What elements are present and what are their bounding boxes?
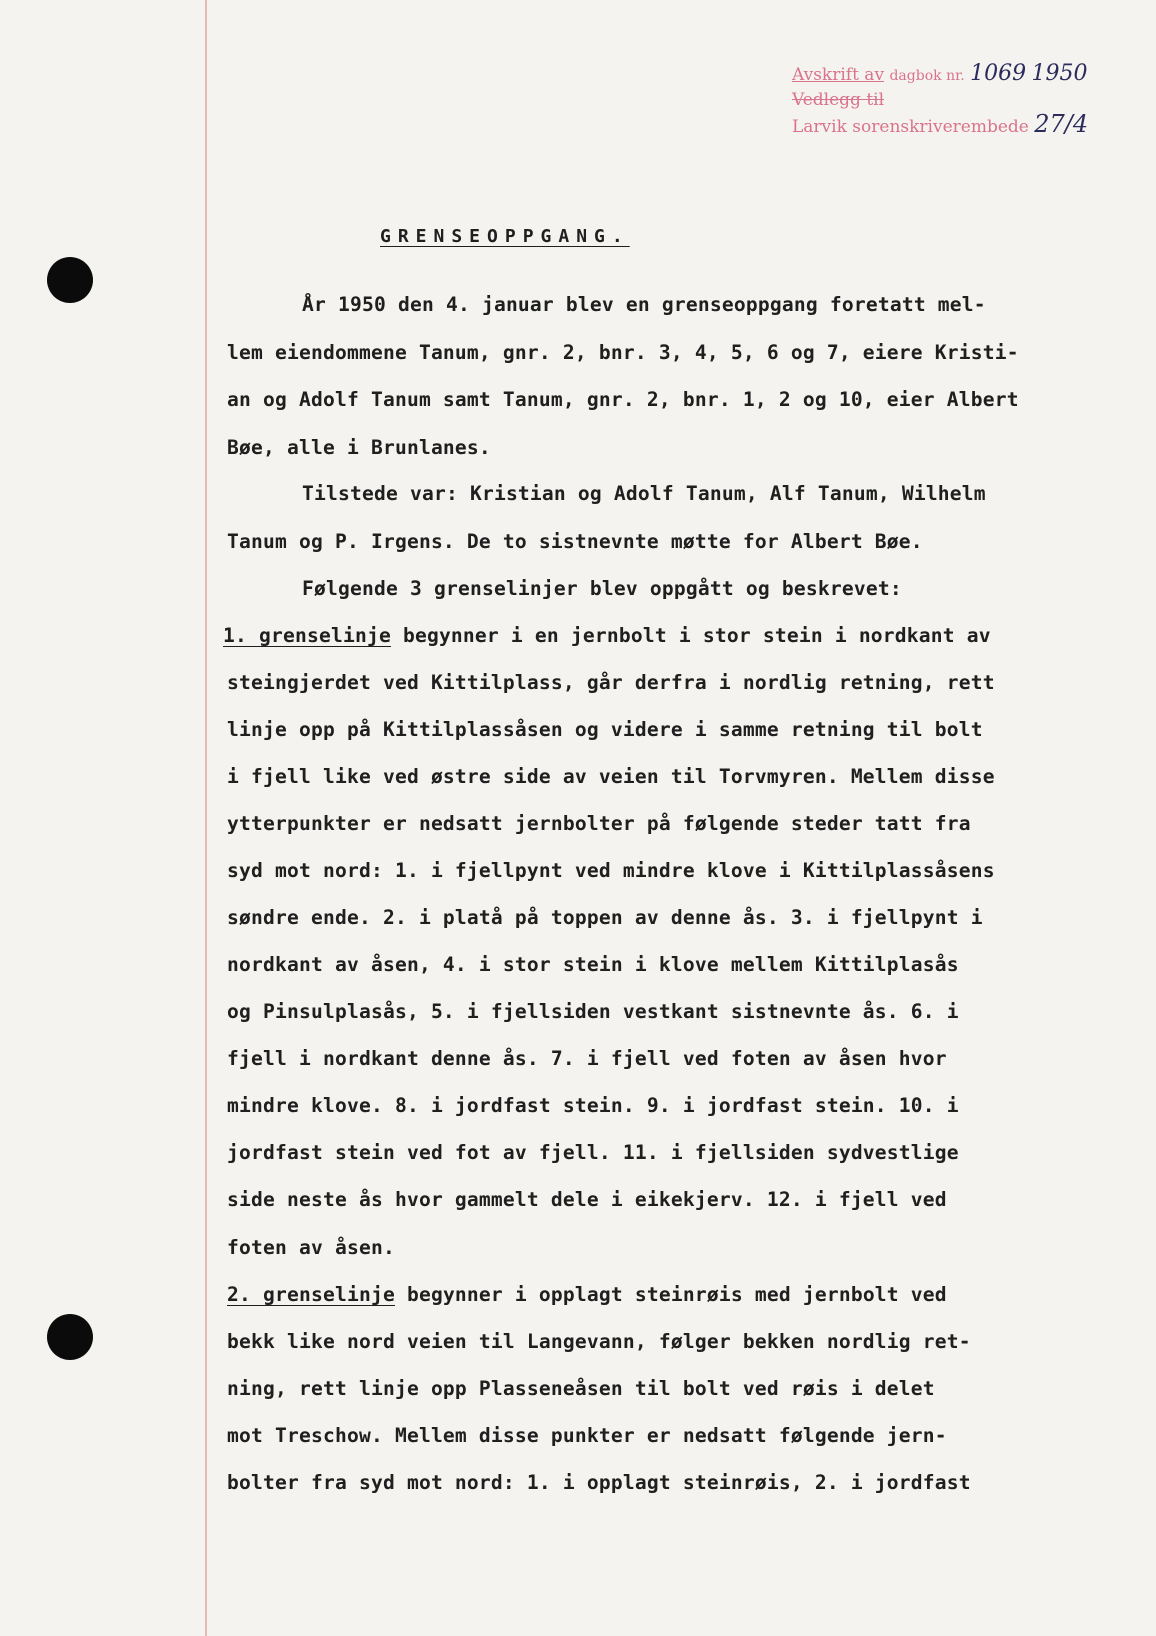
- section-heading: 2. grenselinje: [227, 1283, 395, 1306]
- text-line: fjell i nordkant denne ås. 7. i fjell ved foten av åsen hvor: [227, 1047, 947, 1070]
- text-line: mot Treschow. Mellem disse punkter er nedsatt følgende jern-: [227, 1424, 947, 1447]
- stamp-office: Larvik sorenskriverembede: [792, 117, 1029, 137]
- text-line: foten av åsen.: [227, 1236, 395, 1259]
- text-line: [223, 624, 991, 647]
- section-heading: 1. grenselinje: [223, 624, 391, 647]
- text-line: bolter fra syd mot nord: 1. i opplagt steinrøis, 2. i jordfast: [227, 1471, 971, 1494]
- margin-rule: [205, 0, 207, 1636]
- text-line: side neste ås hvor gammelt dele i eikekjerv. 12. i fjell ved: [227, 1188, 947, 1211]
- punch-hole: [47, 1314, 93, 1360]
- text-line: ytterpunkter er nedsatt jernbolter på følgende steder tatt fra: [227, 812, 971, 835]
- text-line: i fjell like ved østre side av veien til Torvmyren. Mellem disse: [227, 765, 995, 788]
- text-line: linje opp på Kittilplassåsen og videre i samme retning til bolt: [227, 718, 983, 741]
- registry-stamp: [792, 62, 1088, 139]
- text-line: Tilstede var: Kristian og Adolf Tanum, Alf Tanum, Wilhelm: [302, 482, 986, 505]
- punch-hole: [47, 257, 93, 303]
- stamp-line-1: Avskrift av: [792, 65, 885, 85]
- text-line: [227, 1283, 947, 1306]
- text-line: jordfast stein ved fot av fjell. 11. i fjellsiden sydvestlige: [227, 1141, 959, 1164]
- text-line: mindre klove. 8. i jordfast stein. 9. i jordfast stein. 10. i: [227, 1094, 959, 1117]
- stamp-dagbok-label: dagbok nr.: [889, 68, 965, 84]
- text-line: syd mot nord: 1. i fjellpynt ved mindre klove i Kittilplassåsens: [227, 859, 995, 882]
- text-run: begynner i opplagt steinrøis med jernbolt ved: [394, 1283, 947, 1306]
- stamp-dagbok-number: 1069: [970, 61, 1027, 86]
- text-line: Tanum og P. Irgens. De to sistnevnte møtte for Albert Bøe.: [227, 530, 923, 553]
- stamp-line-2: Vedlegg til: [792, 90, 885, 110]
- text-line: ning, rett linje opp Plasseneåsen til bolt ved røis i delet: [227, 1377, 935, 1400]
- text-line: søndre ende. 2. i platå på toppen av denne ås. 3. i fjellpynt i: [227, 906, 983, 929]
- page-title: GRENSEOPPGANG.: [380, 226, 630, 247]
- text-line: År 1950 den 4. januar blev en grenseoppgang foretatt mel-: [302, 293, 986, 316]
- text-line: steingjerdet ved Kittilplass, går derfra i nordlig retning, rett: [227, 671, 995, 694]
- text-line: og Pinsulplasås, 5. i fjellsiden vestkant sistnevnte ås. 6. i: [227, 1000, 959, 1023]
- text-line: an og Adolf Tanum samt Tanum, gnr. 2, bnr. 1, 2 og 10, eier Albert: [227, 388, 1019, 411]
- text-run: begynner i en jernbolt i stor stein i nordkant av: [390, 624, 991, 647]
- text-line: Følgende 3 grenselinjer blev oppgått og beskrevet:: [302, 577, 902, 600]
- text-line: lem eiendommene Tanum, gnr. 2, bnr. 3, 4, 5, 6 og 7, eiere Kristi-: [227, 341, 1019, 364]
- stamp-year: 1950: [1031, 61, 1088, 86]
- text-line: bekk like nord veien til Langevann, følger bekken nordlig ret-: [227, 1330, 971, 1353]
- text-line: nordkant av åsen, 4. i stor stein i klove mellem Kittilplasås: [227, 953, 959, 976]
- stamp-date: 27/4: [1034, 110, 1089, 138]
- text-line: Bøe, alle i Brunlanes.: [227, 436, 491, 459]
